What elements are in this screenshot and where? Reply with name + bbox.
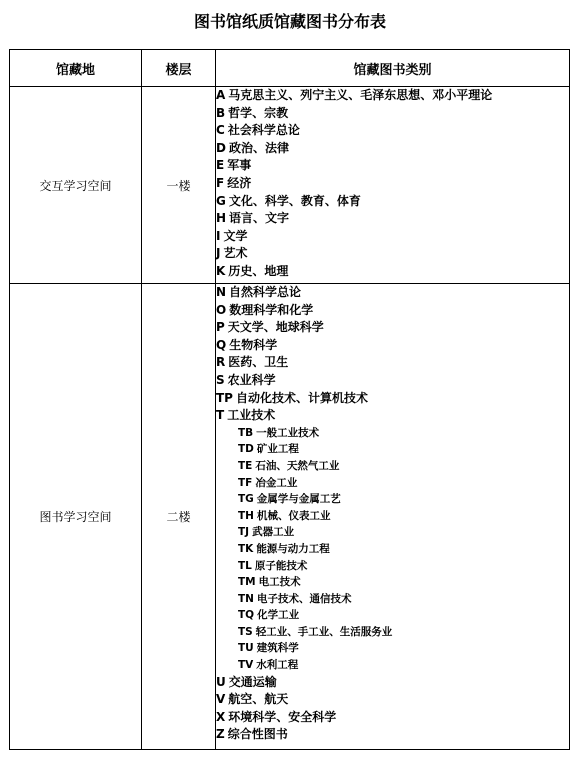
category-code: TE xyxy=(238,459,253,472)
location-cell: 图书学习空间 xyxy=(10,284,142,750)
category-item xyxy=(216,337,569,355)
category-name: 社会科学总论 xyxy=(227,123,300,138)
category-name: 建筑科学 xyxy=(256,642,299,655)
category-code: TH xyxy=(238,509,254,522)
category-item xyxy=(216,541,569,558)
category-name: 冶金工业 xyxy=(255,476,298,489)
category-name: 自然科学总论 xyxy=(229,285,302,299)
category-name: 医药、卫生 xyxy=(228,355,289,370)
category-name: 经济 xyxy=(227,175,252,190)
category-code: P xyxy=(216,320,225,335)
category-item xyxy=(216,574,569,591)
category-item xyxy=(216,508,569,525)
category-code: TB xyxy=(238,426,254,439)
category-item xyxy=(216,407,569,425)
floor-cell: 一楼 xyxy=(142,87,216,284)
category-item xyxy=(216,607,569,624)
category-item xyxy=(216,657,569,674)
category-item xyxy=(216,624,569,641)
category-code: TD xyxy=(238,443,254,456)
category-code: TL xyxy=(238,559,252,572)
category-name: 机械、仪表工业 xyxy=(256,509,331,522)
category-name: 哲学、宗教 xyxy=(228,105,289,120)
category-code: TJ xyxy=(238,526,250,539)
category-item xyxy=(216,674,569,692)
header-floor: 楼层 xyxy=(142,50,216,87)
category-name: 军事 xyxy=(227,158,252,173)
category-item xyxy=(216,210,569,228)
category-name: 轻工业、手工业、生活服务业 xyxy=(255,625,393,638)
category-code: TU xyxy=(238,642,254,655)
category-code: S xyxy=(216,372,225,387)
category-code: TN xyxy=(238,592,254,605)
category-code: I xyxy=(216,228,221,243)
category-item xyxy=(216,591,569,608)
category-item xyxy=(216,458,569,475)
category-name: 水利工程 xyxy=(256,659,299,672)
category-name: 武器工业 xyxy=(252,526,295,539)
category-name: 原子能技术 xyxy=(254,559,308,572)
category-item xyxy=(216,524,569,541)
category-name: 政治、法律 xyxy=(228,140,289,155)
location-cell: 交互学习空间 xyxy=(10,87,142,284)
category-code: H xyxy=(216,211,227,226)
header-location: 馆藏地 xyxy=(10,50,142,87)
category-item xyxy=(216,726,569,744)
page-title: 图书馆纸质馆藏图书分布表 xyxy=(193,12,386,31)
category-item xyxy=(216,284,569,302)
category-item xyxy=(216,302,569,320)
category-item xyxy=(216,390,569,408)
category-code: V xyxy=(216,692,226,707)
category-code: TG xyxy=(238,493,254,506)
category-name: 航空、航天 xyxy=(228,692,289,707)
category-item xyxy=(216,122,569,140)
category-name: 自动化技术、计算机技术 xyxy=(235,390,368,405)
category-item xyxy=(216,319,569,337)
category-code: TK xyxy=(238,542,254,555)
category-code: X xyxy=(216,709,226,724)
category-item xyxy=(216,475,569,492)
category-name: 石油、天然气工业 xyxy=(255,459,340,472)
category-code: TS xyxy=(238,625,253,638)
category-item xyxy=(216,709,569,727)
table-header-row xyxy=(10,50,570,87)
category-name: 语言、文字 xyxy=(229,211,290,226)
category-item xyxy=(216,425,569,442)
category-item xyxy=(216,175,569,193)
category-item xyxy=(216,157,569,175)
category-name: 能源与动力工程 xyxy=(256,542,330,555)
category-code: D xyxy=(216,140,226,155)
categories-cell xyxy=(216,284,570,750)
category-name: 一般工业技术 xyxy=(256,426,320,439)
category-code: TF xyxy=(238,476,253,489)
category-name: 化学工业 xyxy=(257,609,300,622)
category-item xyxy=(216,558,569,575)
category-name: 工业技术 xyxy=(227,408,276,423)
category-code: C xyxy=(216,123,225,138)
category-item xyxy=(216,228,569,246)
category-name: 生物科学 xyxy=(229,337,278,352)
category-name: 马克思主义、列宁主义、毛泽东思想、邓小平理论 xyxy=(228,88,493,102)
category-item xyxy=(216,263,569,281)
category-code: K xyxy=(216,263,226,278)
category-item xyxy=(216,441,569,458)
category-code: O xyxy=(216,302,227,317)
category-item xyxy=(216,354,569,372)
category-code: TP xyxy=(216,390,233,405)
category-code: U xyxy=(216,674,226,689)
category-code: Z xyxy=(216,727,225,742)
category-code: A xyxy=(216,88,226,102)
category-code: T xyxy=(216,408,225,423)
category-name: 天文学、地球科学 xyxy=(227,320,324,335)
category-name: 交通运输 xyxy=(228,674,277,689)
category-name: 数理科学和化学 xyxy=(229,302,314,317)
category-code: N xyxy=(216,285,227,299)
category-name: 电子技术、通信技术 xyxy=(256,592,352,605)
category-code: J xyxy=(216,246,221,261)
category-name: 电工技术 xyxy=(258,576,301,589)
category-item xyxy=(216,140,569,158)
category-item xyxy=(216,87,569,105)
category-name: 农业科学 xyxy=(227,372,276,387)
category-code: F xyxy=(216,175,225,190)
category-item xyxy=(216,245,569,263)
category-code: B xyxy=(216,105,226,120)
category-code: E xyxy=(216,158,225,173)
floor-cell: 二楼 xyxy=(142,284,216,750)
category-name: 金属学与金属工艺 xyxy=(256,493,341,506)
category-name: 文学 xyxy=(223,228,248,243)
category-item xyxy=(216,491,569,508)
category-code: G xyxy=(216,193,226,208)
category-name: 历史、地理 xyxy=(228,263,289,278)
category-item xyxy=(216,640,569,657)
header-categories: 馆藏图书类别 xyxy=(216,50,570,87)
category-code: Q xyxy=(216,337,227,352)
category-name: 环境科学、安全科学 xyxy=(228,709,337,724)
category-code: TQ xyxy=(238,609,255,622)
category-item xyxy=(216,105,569,123)
category-code: R xyxy=(216,355,226,370)
category-item xyxy=(216,372,569,390)
categories-cell xyxy=(216,87,570,284)
category-item xyxy=(216,193,569,211)
table-row xyxy=(10,87,570,284)
category-code: TV xyxy=(238,659,254,672)
category-name: 文化、科学、教育、体育 xyxy=(228,193,361,208)
category-name: 矿业工程 xyxy=(256,443,299,456)
category-item xyxy=(216,691,569,709)
category-name: 艺术 xyxy=(223,246,248,261)
distribution-table xyxy=(9,49,570,750)
category-code: TM xyxy=(238,576,256,589)
table-row xyxy=(10,284,570,750)
category-name: 综合性图书 xyxy=(227,727,288,742)
